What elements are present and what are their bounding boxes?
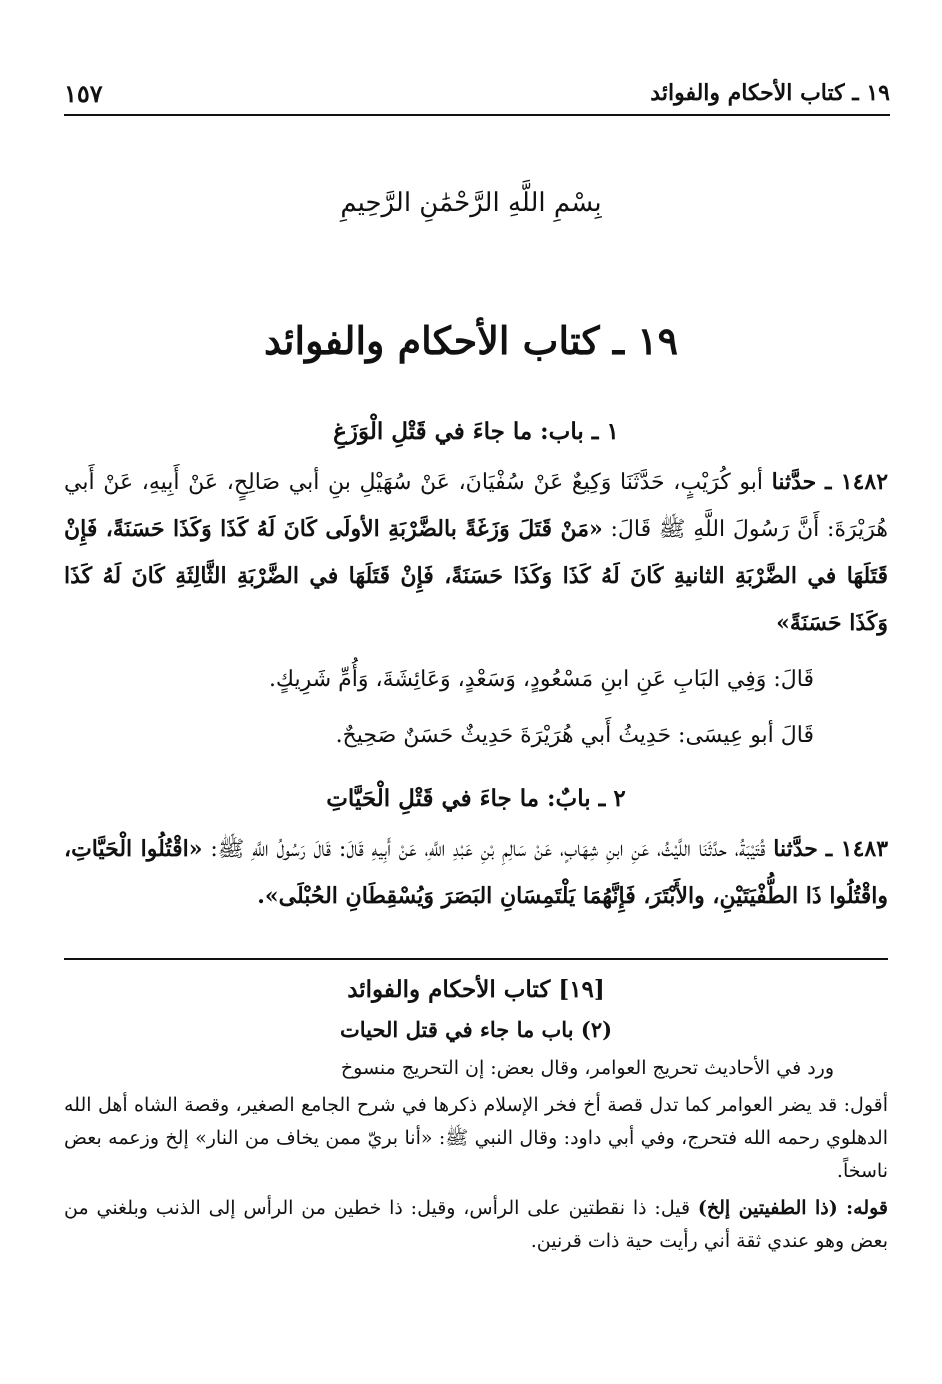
- page-number: ١٥٧: [64, 78, 103, 108]
- matn: «مَنْ قَتَلَ وَزَغَةً بالضَّرْبَةِ الأولَى كَانَ لَهُ كَذَا وَكَذَا حَسَنَةً، فَإِنْ قَتَلَهَا في الضَّرْبَةِ الثانيةِ كَانَ لَهُ كَذَا وَكَذَا حَسَنَةً، فَإِنْ قَتَلَهَا في الضَّرْبَةِ الثَّالِثَةِ كَانَ لَهُ كَذَا وَكَذَا حَسَنَةً»: [64, 516, 888, 636]
- isnad: أبو كُرَيْبٍ، حَدَّثَنَا وَكِيعٌ عَنْ سُفْيَانَ، عَنْ سُهَيْلِ بنِ أبي صَالِحٍ، عَنْ أَبِيهِ، عَنْ أَبي هُرَيْرَةَ: أَنَّ رَسُولَ اللَّهِ ﷺ قَالَ:: [64, 470, 888, 542]
- hadith-1482: [64, 459, 888, 647]
- section-gap: [64, 751, 888, 785]
- grading-note: قَالَ أبو عِيسَى: حَدِيثُ أَبي هُرَيْرَةَ حَدِيثٌ حَسَنٌ صَحِيحٌ.: [335, 723, 814, 748]
- hadith-note: قَالَ: وَفِي البَابِ عَنِ ابنِ مَسْعُودٍ، وَسَعْدٍ، وَعَائِشَةَ، وَأُمِّ شَرِيكٍ.: [268, 667, 814, 692]
- commentary-paragraph: [64, 1089, 888, 1188]
- footnote-divider: [64, 958, 888, 960]
- bab-title: ٢ ـ بابٌ: ما جاءَ في قَتْلِ الْحَيَّاتِ: [326, 785, 626, 812]
- main-text: [64, 418, 888, 920]
- commentary-title: [١٩] كتاب الأحكام والفوائد: [347, 976, 605, 1003]
- narrator-lead: حدَّثنا: [773, 836, 818, 862]
- commentary-subtitle: (٢) باب ما جاء في قتل الحيات: [339, 1017, 613, 1042]
- running-header: [64, 72, 890, 116]
- narrator-lead: حدَّثنا: [771, 469, 817, 495]
- commentary: [64, 970, 888, 1262]
- commentary-paragraph: [64, 1192, 888, 1258]
- hadith-number: ١٤٨٣ ـ: [825, 836, 889, 862]
- paragraph-lead: قوله: (ذا الطفيتين إلخ): [697, 1197, 889, 1219]
- paragraph-text: قيل: ذا نقطتين على الرأس، وقيل: ذا خطين من الرأس إلى الذنب وبلغني من بعض وهو عندي ثقة أني رأيت حية ذات قرنين.: [64, 1197, 888, 1252]
- paragraph-text: ورد في الأحاديث تحريج العوامر، وقال بعض: إن التحريج منسوخ: [340, 1057, 834, 1079]
- bab-title: ١ ـ باب: ما جاءَ في قَتْلِ الْوَزَغِ: [333, 418, 619, 445]
- hadith-1483: [64, 826, 888, 920]
- book-title: ١٩ ـ كتاب الأحكام والفوائد: [263, 318, 679, 363]
- commentary-paragraph: [64, 1052, 888, 1085]
- running-title: ١٩ ـ كتاب الأحكام والفوائد: [650, 80, 890, 106]
- isnad: قُتَيْبَةُ، حدَّثَنَا اللَّيْثُ، عَنِ ابنِ شِهَابٍ، عَنْ سَالِمِ بْنِ عَبْدِ اللَّهِ، عَنْ أَبِيهِ قَالَ: قَالَ رَسُولُ اللَّهِ ﷺ:: [210, 837, 766, 862]
- basmala: بِسْمِ اللَّهِ الرَّحْمَٰنِ الرَّحِيمِ: [340, 188, 602, 218]
- paragraph-text: أقول: قد يضر العوامر كما تدل قصة أخ فخر الإسلام ذكرها في شرح الجامع الصغير، وقصة الشاه أهل الله الدهلوي رحمه الله فتحرج، وفي أبي داود: وقال النبي ﷺ: «أنا بريّ ممن يخاف من النار» إلخ وزعمه بعض ناسخاً.: [64, 1094, 888, 1182]
- matn: «اقْتُلُوا الْحَيَّاتِ، واقْتُلُوا ذَا الطُّفْيَتَيْنِ، والأَبْتَرَ، فَإِنَّهُمَا يَلْتَمِسَانِ البَصَرَ وَيُسْقِطَانِ الحُبْلَى».: [64, 836, 888, 909]
- hadith-number: ١٤٨٢ ـ: [824, 469, 889, 495]
